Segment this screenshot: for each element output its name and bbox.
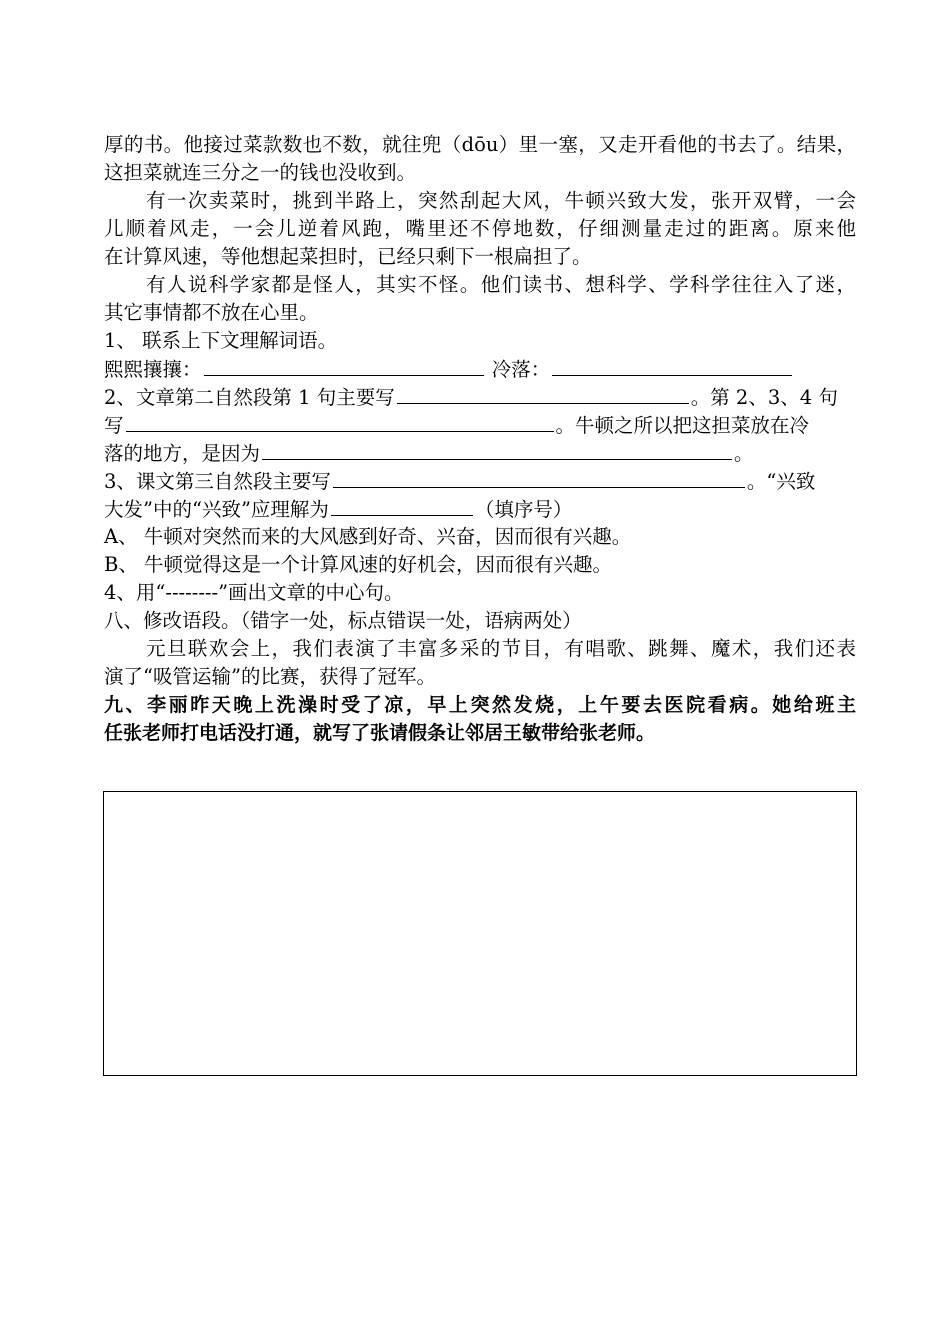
passage-p1-line1: 厚的书。他接过菜款数也不数，就往兜（dōu）里一塞，又走开看他的书去了。结果， [104, 133, 856, 156]
passage-p1-line2: 这担菜就连三分之一的钱也没收到。 [104, 161, 417, 184]
question-2-text: 写 [104, 414, 124, 437]
question-3-text: （填序号） [474, 498, 573, 521]
question-2-text: 落的地方，是因为 [104, 442, 261, 465]
question-4: 4、用“--------”画出文章的中心句。 [104, 581, 404, 604]
question-3-option-a: A、 牛顿对突然而来的大风感到好奇、兴奋，因而很有兴趣。 [104, 525, 632, 548]
section-8-line1: 元旦联欢会上，我们表演了丰富多采的节目，有唱歌、跳舞、魔术，我们还表 [146, 637, 856, 660]
word-2-answer-blank[interactable] [552, 355, 792, 376]
question-2-line2 [104, 411, 856, 439]
question-3-text: 3、课文第三自然段主要写 [104, 470, 331, 493]
leave-note-answer-box[interactable] [103, 791, 857, 1076]
question-2-text: 。牛顿之所以把这担菜放在冷 [555, 414, 810, 437]
question-2-blank-3[interactable] [262, 439, 732, 460]
word-1-label: 熙熙攘攘： [104, 358, 202, 381]
question-3-text: 。“兴致 [746, 470, 816, 493]
word-1-answer-blank[interactable] [204, 355, 484, 376]
section-9-line1: 九、李丽昨天晚上洗澡时受了凉，早上突然发烧，上午要去医院看病。她给班主 [104, 694, 856, 716]
question-1-words [104, 355, 856, 383]
section-8-title: 八、修改语段。（错字一处，标点错误一处，语病两处） [104, 609, 582, 632]
section-9-line2: 任张老师打电话没打通，就写了张请假条让邻居王敏带给张老师。 [104, 722, 656, 744]
question-3-line1 [104, 467, 856, 495]
question-2-line1 [104, 383, 856, 411]
question-2-text: 。第 2、3、4 句 [690, 386, 838, 409]
passage-p2-line1: 有一次卖菜时，挑到半路上，突然刮起大风，牛顿兴致大发，张开双臂，一会 [146, 189, 856, 212]
question-3-text: 大发”中的“兴致”应理解为 [104, 498, 329, 521]
passage-p2-line3: 在计算风速，等他想起菜担时，已经只剩下一根扁担了。 [104, 245, 592, 268]
question-1-title: 1、 联系上下文理解词语。 [104, 329, 338, 352]
question-2-blank-2[interactable] [126, 411, 554, 432]
passage-p2-line2: 儿顺着风走，一会儿逆着风跑，嘴里还不停地数，仔细测量走过的距离。原来他 [104, 217, 856, 240]
question-3-blank-2[interactable] [331, 495, 473, 516]
worksheet-page [104, 131, 856, 747]
word-2-label: 冷落： [491, 358, 551, 381]
question-3-line2 [104, 495, 856, 523]
question-2-line3 [104, 439, 856, 467]
question-2-text: 2、文章第二自然段第 1 句主要写 [104, 386, 395, 409]
question-2-blank-1[interactable] [397, 383, 689, 404]
question-3-blank-1[interactable] [333, 467, 745, 488]
question-2-text: 。 [734, 442, 754, 465]
passage-p3-line2: 其它事情都不放在心里。 [104, 301, 319, 324]
question-3-option-b: B、 牛顿觉得这是一个计算风速的好机会，因而很有兴趣。 [104, 553, 613, 576]
passage-p3-line1: 有人说科学家都是怪人，其实不怪。他们读书、想科学、学科学往往入了迷， [146, 273, 856, 296]
section-8-line2: 演了“吸管运输”的比赛，获得了冠军。 [104, 665, 436, 688]
